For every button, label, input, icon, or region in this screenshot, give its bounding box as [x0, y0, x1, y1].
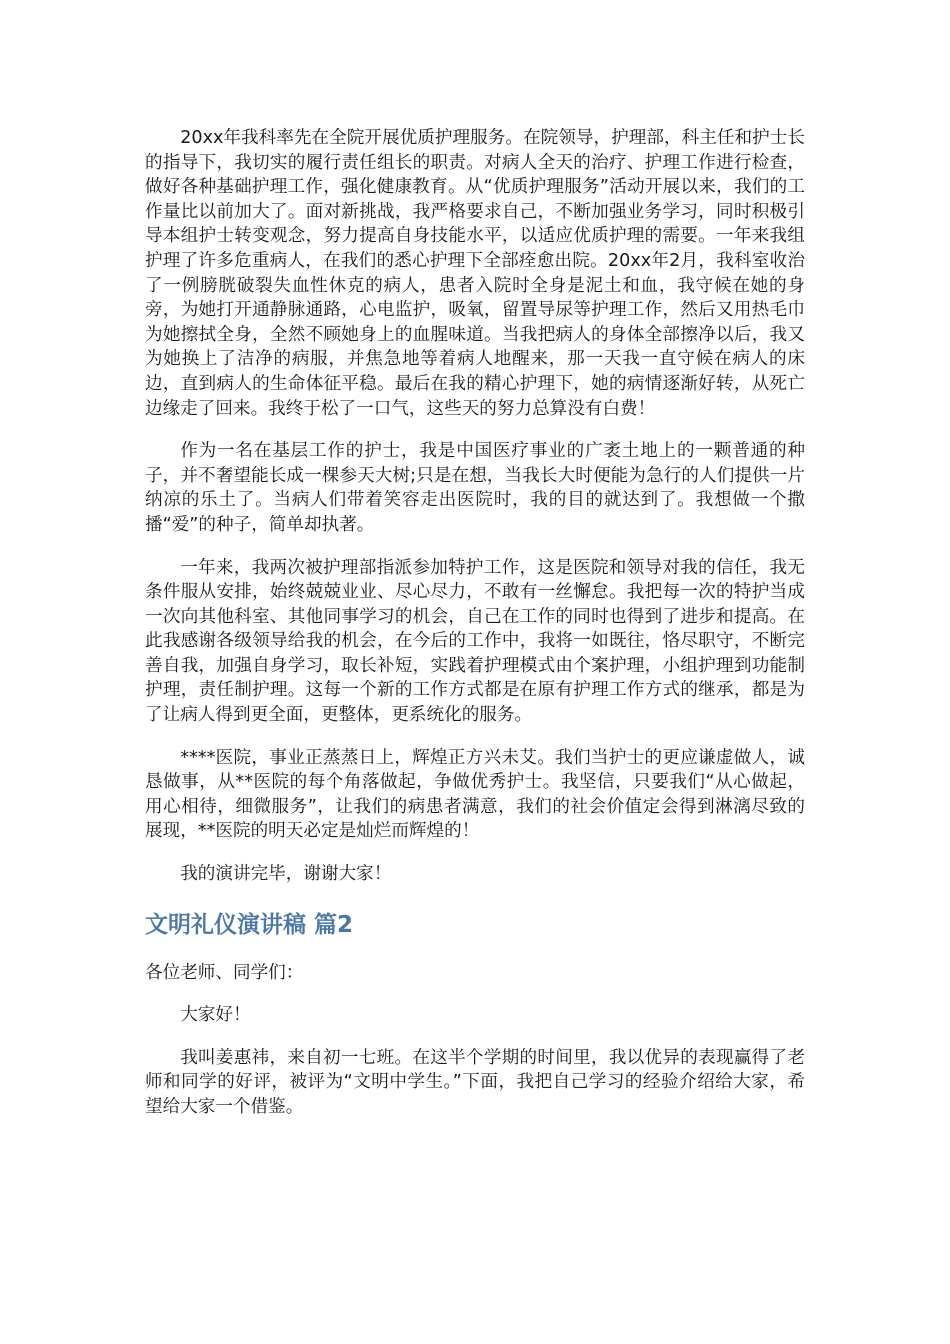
- body-paragraph: ****医院，事业正蒸蒸日上，辉煌正方兴未艾。我们当护士的更应谦虚做人，诚恳做事，从**医院的每个角落做起，争做优秀护士。我坚信，只要我们“从心做起，用心相待，细微服务”，让我们的病患者满意，我们的社会价值定会得到淋漓尽致的展现，**医院的明天必定是灿烂而辉煌的！: [145, 747, 805, 842]
- body-paragraph: 一年来，我两次被护理部指派参加特护工作，这是医院和领导对我的信任，我无条件服从安排，始终兢兢业业、尽心尽力，不敢有一丝懈怠。我把每一次的特护当成一次向其他科室、其他同事学习的机会，自己在工作的同时也得到了进步和提高。在此我感谢各级领导给我的机会，在今后的工作中，我将一如既往，恪尽职守，不断完善自我，加强自身学习，取长补短，实践着护理模式由个案护理，小组护理到功能制护理，责任制护理。这每一个新的工作方式都是在原有护理工作方式的继承，都是为了让病人得到更全面，更整体，更系统化的服务。: [145, 557, 805, 726]
- body-paragraph: 20xx年我科率先在全院开展优质护理服务。在院领导，护理部，科主任和护士长的指导下，我切实的履行责任组长的职责。对病人全天的治疗、护理工作进行检查，做好各种基础护理工作，强化健康教育。从“优质护理服务”活动开展以来，我们的工作量比以前加大了。面对新挑战，我严格要求自己，不断加强业务学习，同时积极引导本组护士转变观念，努力提高自身技能水平，以适应优质护理的需要。一年来我组护理了许多危重病人，在我们的悉心护理下全部痊愈出院。20xx年2月，我科室收治了一例膀胱破裂失血性休克的病人，患者入院时全身是泥土和血，我守候在她的身旁，为她打开通静脉通路，心电监护，吸氧，留置导尿等护理工作，然后又用热毛巾为她擦拭全身，全然不顾她身上的血腥味道。当我把病人的身体全部擦净以后，我又为她换上了洁净的病服，并焦急地等着病人地醒来，那一天我一直守候在病人的床边，直到病人的生命体征平稳。最后在我的精心护理下，她的病情逐渐好转，从死亡边缘走了回来。我终于松了一口气，这些天的努力总算没有白费！: [145, 128, 805, 419]
- greeting: 大家好！: [180, 1005, 251, 1026]
- section-heading: 文明礼仪演讲稿 篇2: [145, 911, 354, 938]
- body-paragraph: 作为一名在基层工作的护士，我是中国医疗事业的广袤土地上的一颗普通的种子，并不奢望能长成一棵参天大树;只是在想，当我长大时便能为急行的人们提供一片纳凉的乐土了。当病人们带着笑容走出医院时，我的目的就达到了。我想做一个撒播“爱”的种子，简单却执著。: [145, 441, 805, 535]
- body-paragraph: 我叫姜惠祎，来自初一七班。在这半个学期的时间里，我以优异的表现赢得了老师和同学的好评，被评为“文明中学生。”下面，我把自己学习的经验介绍给大家，希望给大家一个借鉴。: [145, 1047, 805, 1117]
- salutation: 各位老师、同学们：: [145, 962, 304, 983]
- closing-line: 我的演讲完毕，谢谢大家！: [180, 864, 392, 885]
- document-page: [145, 126, 805, 1138]
